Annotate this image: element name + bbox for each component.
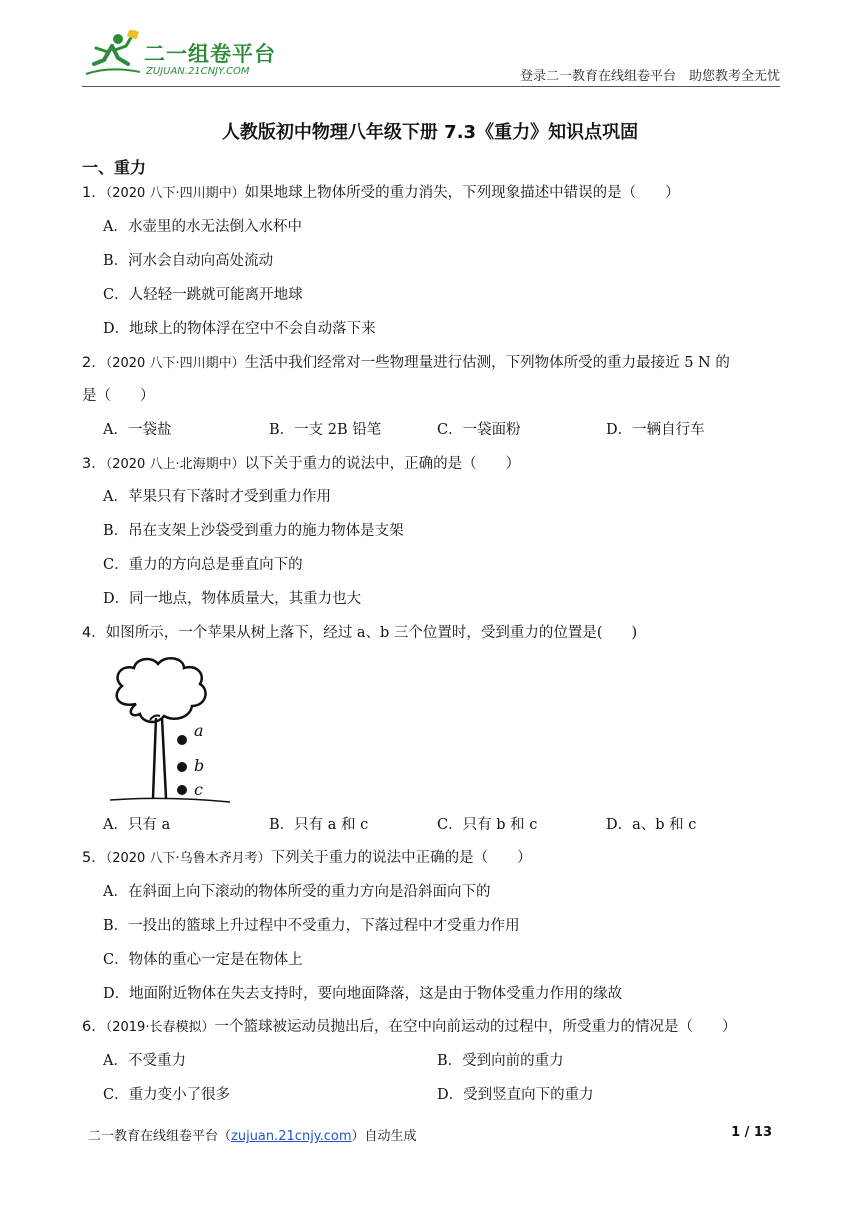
question-text: 如果地球上物体所受的重力消失，下列现象描述中错误的是（ ） xyxy=(244,185,680,201)
question-2 xyxy=(82,353,730,374)
option-d: D．地面附近物体在失去支持时，要向地面降落，这是由于物体受重力作用的缘故 xyxy=(103,986,623,1002)
page-number: 1 / 13 xyxy=(731,1125,772,1140)
ground-line xyxy=(110,798,230,802)
question-source: （2020 八下·四川期中） xyxy=(105,186,245,201)
apple-c xyxy=(177,785,187,795)
label-a: a xyxy=(194,721,204,740)
option-a: A．在斜面上向下滚动的物体所受的重力方向是沿斜面向下的 xyxy=(103,884,491,900)
runner-logo-icon xyxy=(82,30,142,80)
option-c: C．一袋面粉 xyxy=(437,422,521,438)
question-source: （2020 八下·四川期中） xyxy=(105,356,245,371)
option-b: B．河水会自动向高处流动 xyxy=(103,253,274,269)
question-source: （2020 八下·乌鲁木齐月考） xyxy=(105,851,271,866)
question-number: 2． xyxy=(82,355,106,371)
option-b: B．一投出的篮球上升过程中不受重力，下落过程中才受重力作用 xyxy=(103,918,520,934)
option-d: D．地球上的物体浮在空中不会自动落下来 xyxy=(103,321,376,337)
option-a: A．苹果只有下落时才受到重力作用 xyxy=(103,489,331,505)
question-source: （2019·长春模拟） xyxy=(105,1020,215,1035)
header-divider xyxy=(82,86,780,87)
header-tagline: 登录二一教育在线组卷平台 助您教考全无忧 xyxy=(519,69,780,84)
question-text: 一个篮球被运动员抛出后，在空中向前运动的过程中，所受重力的情况是（ ） xyxy=(214,1019,737,1035)
logo-subtext: ZUJUAN.21CNJY.COM xyxy=(146,66,250,77)
section-heading: 一、重力 xyxy=(82,158,147,177)
page-header xyxy=(82,28,780,88)
option-a: A．不受重力 xyxy=(103,1053,186,1069)
question-number: 4． xyxy=(82,625,106,641)
question-source: （2020 八上·北海期中） xyxy=(105,457,245,472)
question-3 xyxy=(82,454,520,475)
label-b: b xyxy=(194,756,205,775)
page-footer xyxy=(88,1125,417,1144)
question-text: 生活中我们经常对一些物理量进行估测，下列物体所受的重力最接近 5 N 的 xyxy=(244,355,730,371)
footer-link[interactable]: zujuan.21cnjy.com xyxy=(231,1129,352,1144)
option-d: D．受到竖直向下的重力 xyxy=(437,1087,594,1103)
question-text: 以下关于重力的说法中，正确的是（ ） xyxy=(244,456,521,472)
option-c: C．只有 b 和 c xyxy=(437,817,538,833)
apple-tree-figure xyxy=(106,656,234,804)
question-number: 3． xyxy=(82,456,106,472)
tree-canopy xyxy=(117,658,206,722)
option-d: D．a、b 和 c xyxy=(606,817,697,833)
question-4 xyxy=(82,623,637,643)
footer-suffix: ）自动生成 xyxy=(351,1129,417,1144)
question-number: 1． xyxy=(82,185,106,201)
option-c: C．重力的方向总是垂直向下的 xyxy=(103,557,303,573)
apple-b xyxy=(177,762,187,772)
question-1 xyxy=(82,183,680,204)
option-d: D．同一地点，物体质量大，其重力也大 xyxy=(103,591,362,607)
tree-trunk xyxy=(153,718,166,798)
option-b: B．吊在支架上沙袋受到重力的施力物体是支架 xyxy=(103,523,404,539)
question-text: 下列关于重力的说法中正确的是（ ） xyxy=(270,850,532,866)
option-a: A．水壶里的水无法倒入水杯中 xyxy=(103,219,302,235)
page-title: 人教版初中物理八年级下册 7.3《重力》知识点巩固 xyxy=(221,122,639,143)
option-b: B．受到向前的重力 xyxy=(437,1053,564,1069)
question-number: 5． xyxy=(82,850,106,866)
question-text-continued: 是（ ） xyxy=(82,388,155,404)
option-b: B．一支 2B 铅笔 xyxy=(269,422,382,438)
question-5 xyxy=(82,848,532,869)
option-c: C．重力变小了很多 xyxy=(103,1087,231,1103)
question-text: 如图所示，一个苹果从树上落下，经过 a、b 三个位置时，受到重力的位置是( ) xyxy=(105,625,638,641)
option-c: C．物体的重心一定是在物体上 xyxy=(103,952,303,968)
question-number: 6． xyxy=(82,1019,106,1035)
option-b: B．只有 a 和 c xyxy=(269,817,369,833)
footer-prefix: 二一教育在线组卷平台（ xyxy=(88,1129,232,1144)
option-c: C．人轻轻一跳就可能离开地球 xyxy=(103,287,303,303)
apple-a xyxy=(177,735,187,745)
label-c: c xyxy=(194,780,203,799)
option-d: D．一辆自行车 xyxy=(606,422,705,438)
site-logo[interactable] xyxy=(82,30,282,82)
question-6 xyxy=(82,1017,736,1038)
option-a: A．一袋盐 xyxy=(103,422,172,438)
logo-text: 二一组卷平台 xyxy=(144,42,276,66)
option-a: A．只有 a xyxy=(103,817,171,833)
